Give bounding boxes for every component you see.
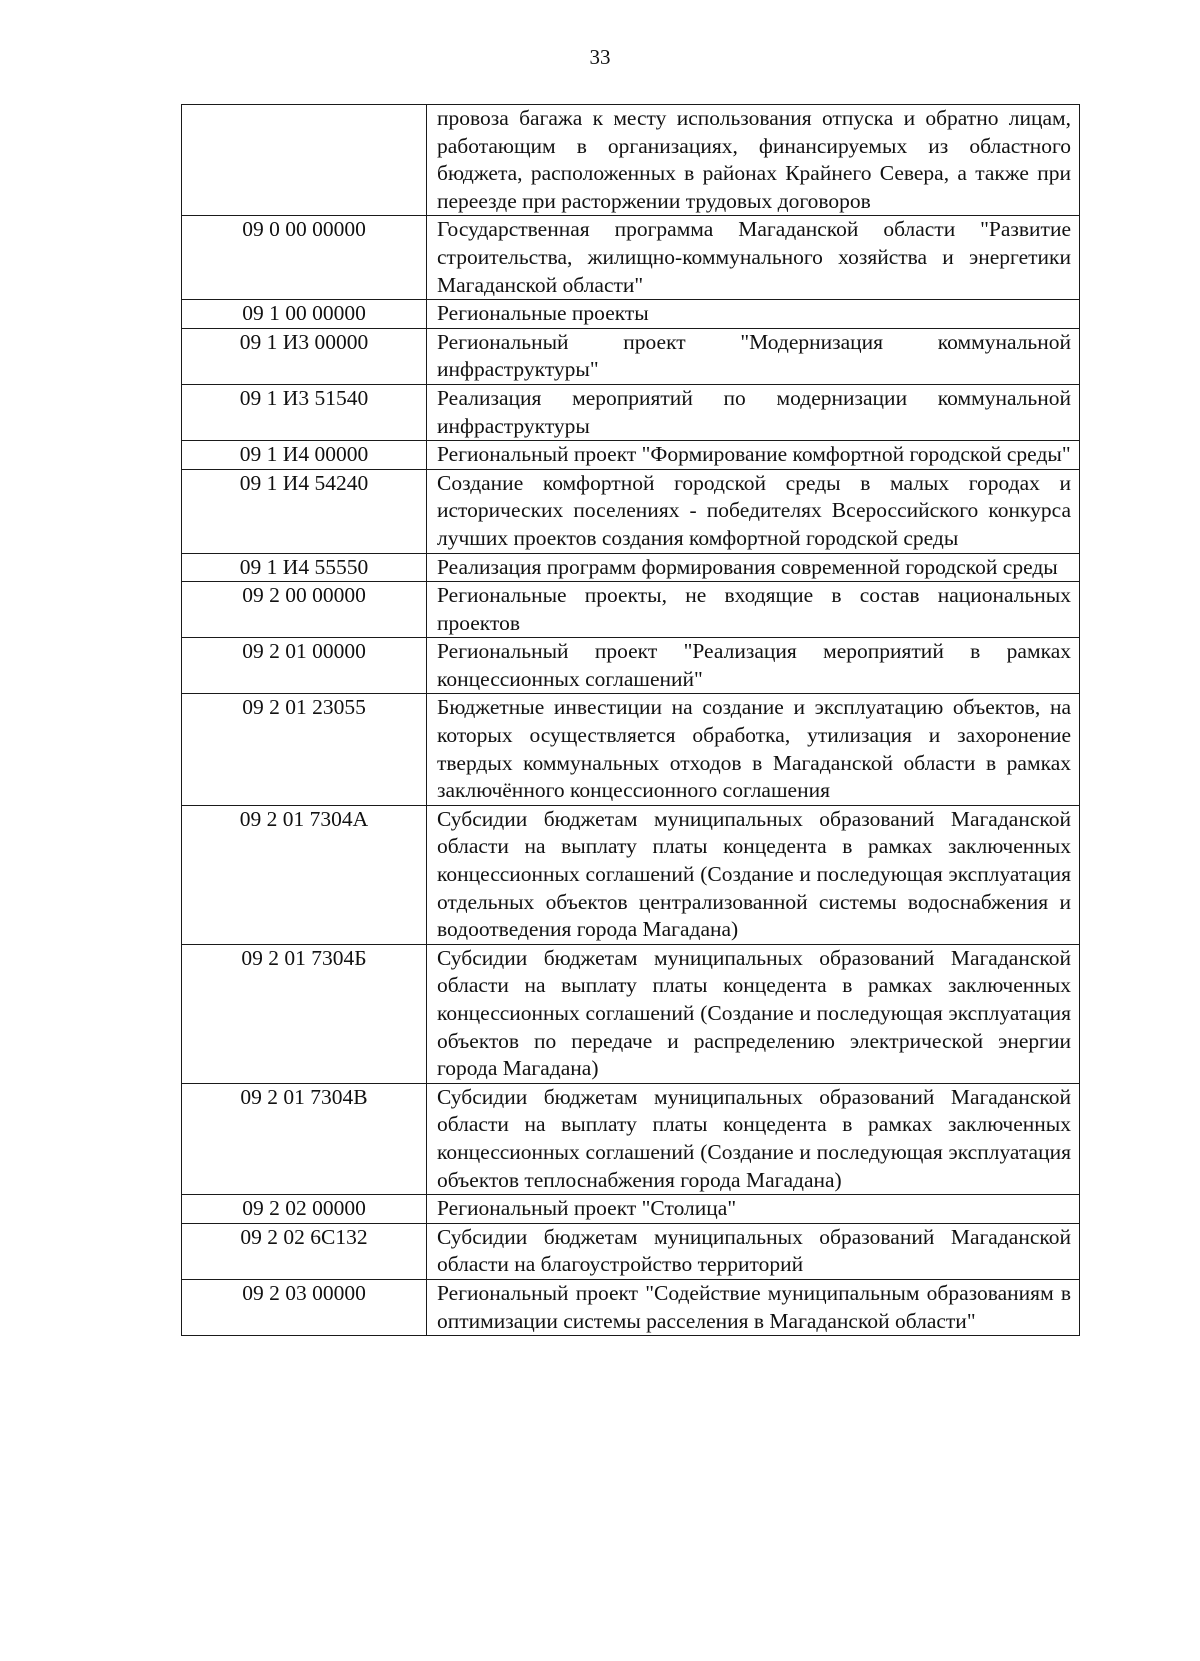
table-row xyxy=(182,1083,1080,1194)
code-cell: 09 2 02 6С132 xyxy=(182,1223,427,1279)
code-cell: 09 2 02 00000 xyxy=(182,1195,427,1224)
code-cell: 09 2 01 7304А xyxy=(182,805,427,944)
description-cell: Государственная программа Магаданской области "Развитие строительства, жилищно-коммунального хозяйства и энергетики Магаданской области" xyxy=(427,216,1080,300)
code-cell: 09 2 01 7304Б xyxy=(182,944,427,1083)
table-row xyxy=(182,441,1080,470)
table-row xyxy=(182,1279,1080,1335)
budget-code-table xyxy=(181,104,1080,1336)
page-number: 33 xyxy=(589,45,611,69)
table-row xyxy=(182,216,1080,300)
code-cell: 09 1 И4 54240 xyxy=(182,469,427,553)
table-row xyxy=(182,328,1080,384)
description-cell: Создание комфортной городской среды в малых городах и исторических поселениях - победителях Всероссийского конкурса лучших проектов создания комфортной городской среды xyxy=(427,469,1080,553)
description-cell: Субсидии бюджетам муниципальных образований Магаданской области на выплату платы концедента в рамках заключенных концессионных соглашений (Создание и последующая эксплуатация отдельных объектов централизованной системы водоснабжения и водоотведения города Магадана) xyxy=(427,805,1080,944)
table-row xyxy=(182,553,1080,582)
code-cell: 09 1 00 00000 xyxy=(182,300,427,329)
code-cell: 09 2 01 23055 xyxy=(182,694,427,805)
description-cell: Региональный проект "Содействие муниципальным образованиям в оптимизации системы расселения в Магаданской области" xyxy=(427,1279,1080,1335)
table-row xyxy=(182,1195,1080,1224)
table-row xyxy=(182,384,1080,440)
code-cell: 09 2 03 00000 xyxy=(182,1279,427,1335)
table-row xyxy=(182,105,1080,216)
table-row xyxy=(182,1223,1080,1279)
code-cell: 09 2 01 00000 xyxy=(182,638,427,694)
description-cell: Региональный проект "Реализация мероприятий в рамках концессионных соглашений" xyxy=(427,638,1080,694)
description-cell: Субсидии бюджетам муниципальных образований Магаданской области на выплату платы концедента в рамках заключенных концессионных соглашений (Создание и последующая эксплуатация объектов теплоснабжения города Магадана) xyxy=(427,1083,1080,1194)
description-cell: Субсидии бюджетам муниципальных образований Магаданской области на благоустройство территорий xyxy=(427,1223,1080,1279)
description-cell: Региональный проект "Столица" xyxy=(427,1195,1080,1224)
code-cell: 09 1 И4 55550 xyxy=(182,553,427,582)
code-cell: 09 1 И3 51540 xyxy=(182,384,427,440)
table-row xyxy=(182,805,1080,944)
description-cell: Региональные проекты, не входящие в состав национальных проектов xyxy=(427,582,1080,638)
description-cell: Региональный проект "Модернизация коммунальной инфраструктуры" xyxy=(427,328,1080,384)
code-cell: 09 2 00 00000 xyxy=(182,582,427,638)
table-row xyxy=(182,582,1080,638)
description-cell: Региональные проекты xyxy=(427,300,1080,329)
table-row xyxy=(182,944,1080,1083)
code-cell: 09 0 00 00000 xyxy=(182,216,427,300)
code-cell xyxy=(182,105,427,216)
description-cell: Региональный проект "Формирование комфортной городской среды" xyxy=(427,441,1080,470)
table-row xyxy=(182,638,1080,694)
code-cell: 09 2 01 7304В xyxy=(182,1083,427,1194)
code-cell: 09 1 И4 00000 xyxy=(182,441,427,470)
code-cell: 09 1 И3 00000 xyxy=(182,328,427,384)
description-cell: провоза багажа к месту использования отпуска и обратно лицам, работающим в организациях, финансируемых из областного бюджета, расположенных в районах Крайнего Севера, а также при переезде при расторжении трудовых договоров xyxy=(427,105,1080,216)
description-cell: Субсидии бюджетам муниципальных образований Магаданской области на выплату платы концедента в рамках заключенных концессионных соглашений (Создание и последующая эксплуатация объектов по передаче и распределению электрической энергии города Магадана) xyxy=(427,944,1080,1083)
table-row xyxy=(182,300,1080,329)
description-cell: Реализация мероприятий по модернизации коммунальной инфраструктуры xyxy=(427,384,1080,440)
table-row xyxy=(182,694,1080,805)
description-cell: Бюджетные инвестиции на создание и эксплуатацию объектов, на которых осуществляется обработка, утилизация и захоронение твердых коммунальных отходов в Магаданской области в рамках заключённого концессионного соглашения xyxy=(427,694,1080,805)
table-row xyxy=(182,469,1080,553)
description-cell: Реализация программ формирования современной городской среды xyxy=(427,553,1080,582)
